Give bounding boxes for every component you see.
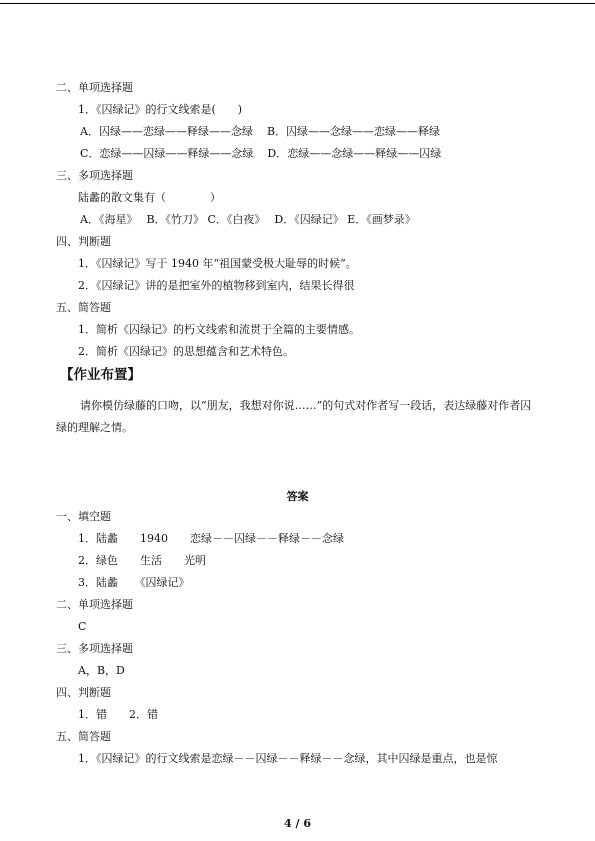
answer-single-title: 二、单项选择题 (56, 598, 133, 611)
short-answer-question-1: 1．简析《囚绿记》的朽文线索和流贯于全篇的主要情感。 (78, 323, 360, 336)
section-single-choice-title: 二、单项选择题 (56, 81, 133, 94)
answer-fill-2: 2．绿色 生活 光明 (78, 554, 206, 567)
section-judge-title: 四、判断题 (56, 235, 111, 248)
answer-fill-1: 1．陆蠡 1940 恋绿－－囚绿－－释绿－－念绿 (78, 532, 344, 545)
answer-title: 答案 (286, 490, 309, 503)
multi-options: A．《海星》 B．《竹刀》 C．《白夜》 D．《囚绿记》 E．《画梦录》 (80, 213, 416, 226)
question-single-1: 1．《囚绿记》的行文线索是( ) (78, 103, 243, 116)
answer-judge-value: 1．错 2．错 (78, 708, 158, 721)
answer-short-1: 1．《囚绿记》的行文线索是恋绿－－囚绿－－释绿－－念绿，其中囚绿是重点，也是惊 (78, 752, 498, 765)
header-rule (0, 3, 595, 4)
answer-fill-3: 3．陆蠡 《囚绿记》 (78, 576, 190, 589)
option-a: A．囚绿——恋绿——释绿——念绿 B．囚绿——念绿——恋绿——释绿 (80, 125, 441, 138)
answer-judge-title: 四、判断题 (56, 686, 111, 699)
judge-question-1: 1．《囚绿记》写于 1940 年“祖国蒙受极大耻辱的时候”。 (78, 257, 357, 270)
short-answer-question-2: 2．简析《囚绿记》的思想蕴含和艺术特色。 (78, 345, 294, 358)
section-multi-choice-title: 三、多项选择题 (56, 169, 133, 182)
section-short-answer-title: 五、简答题 (56, 301, 111, 314)
option-c: C．恋绿——囚绿——释绿——念绿 D．恋绿——念绿——释绿——囚绿 (80, 147, 442, 160)
answer-fill-title: 一、填空题 (56, 510, 111, 523)
page-number: 4 / 6 (284, 817, 311, 830)
answer-multi-value: A，B，D (78, 664, 125, 677)
answer-short-title: 五、简答题 (56, 730, 111, 743)
judge-question-2: 2．《囚绿记》讲的是把室外的植物移到室内，结果长得很 (78, 279, 355, 292)
homework-text: 请你模仿绿藤的口吻，以“朋友，我想对你说……”的句式对作者写一段话，表达绿藤对作者囚绿的理解之情。 (56, 399, 532, 434)
homework-heading: 【作业布置】 (60, 367, 141, 383)
answer-single-value: C (78, 620, 87, 633)
answer-multi-title: 三、多项选择题 (56, 642, 133, 655)
question-multi-1: 陆蠡的散文集有（ ） (78, 191, 221, 204)
